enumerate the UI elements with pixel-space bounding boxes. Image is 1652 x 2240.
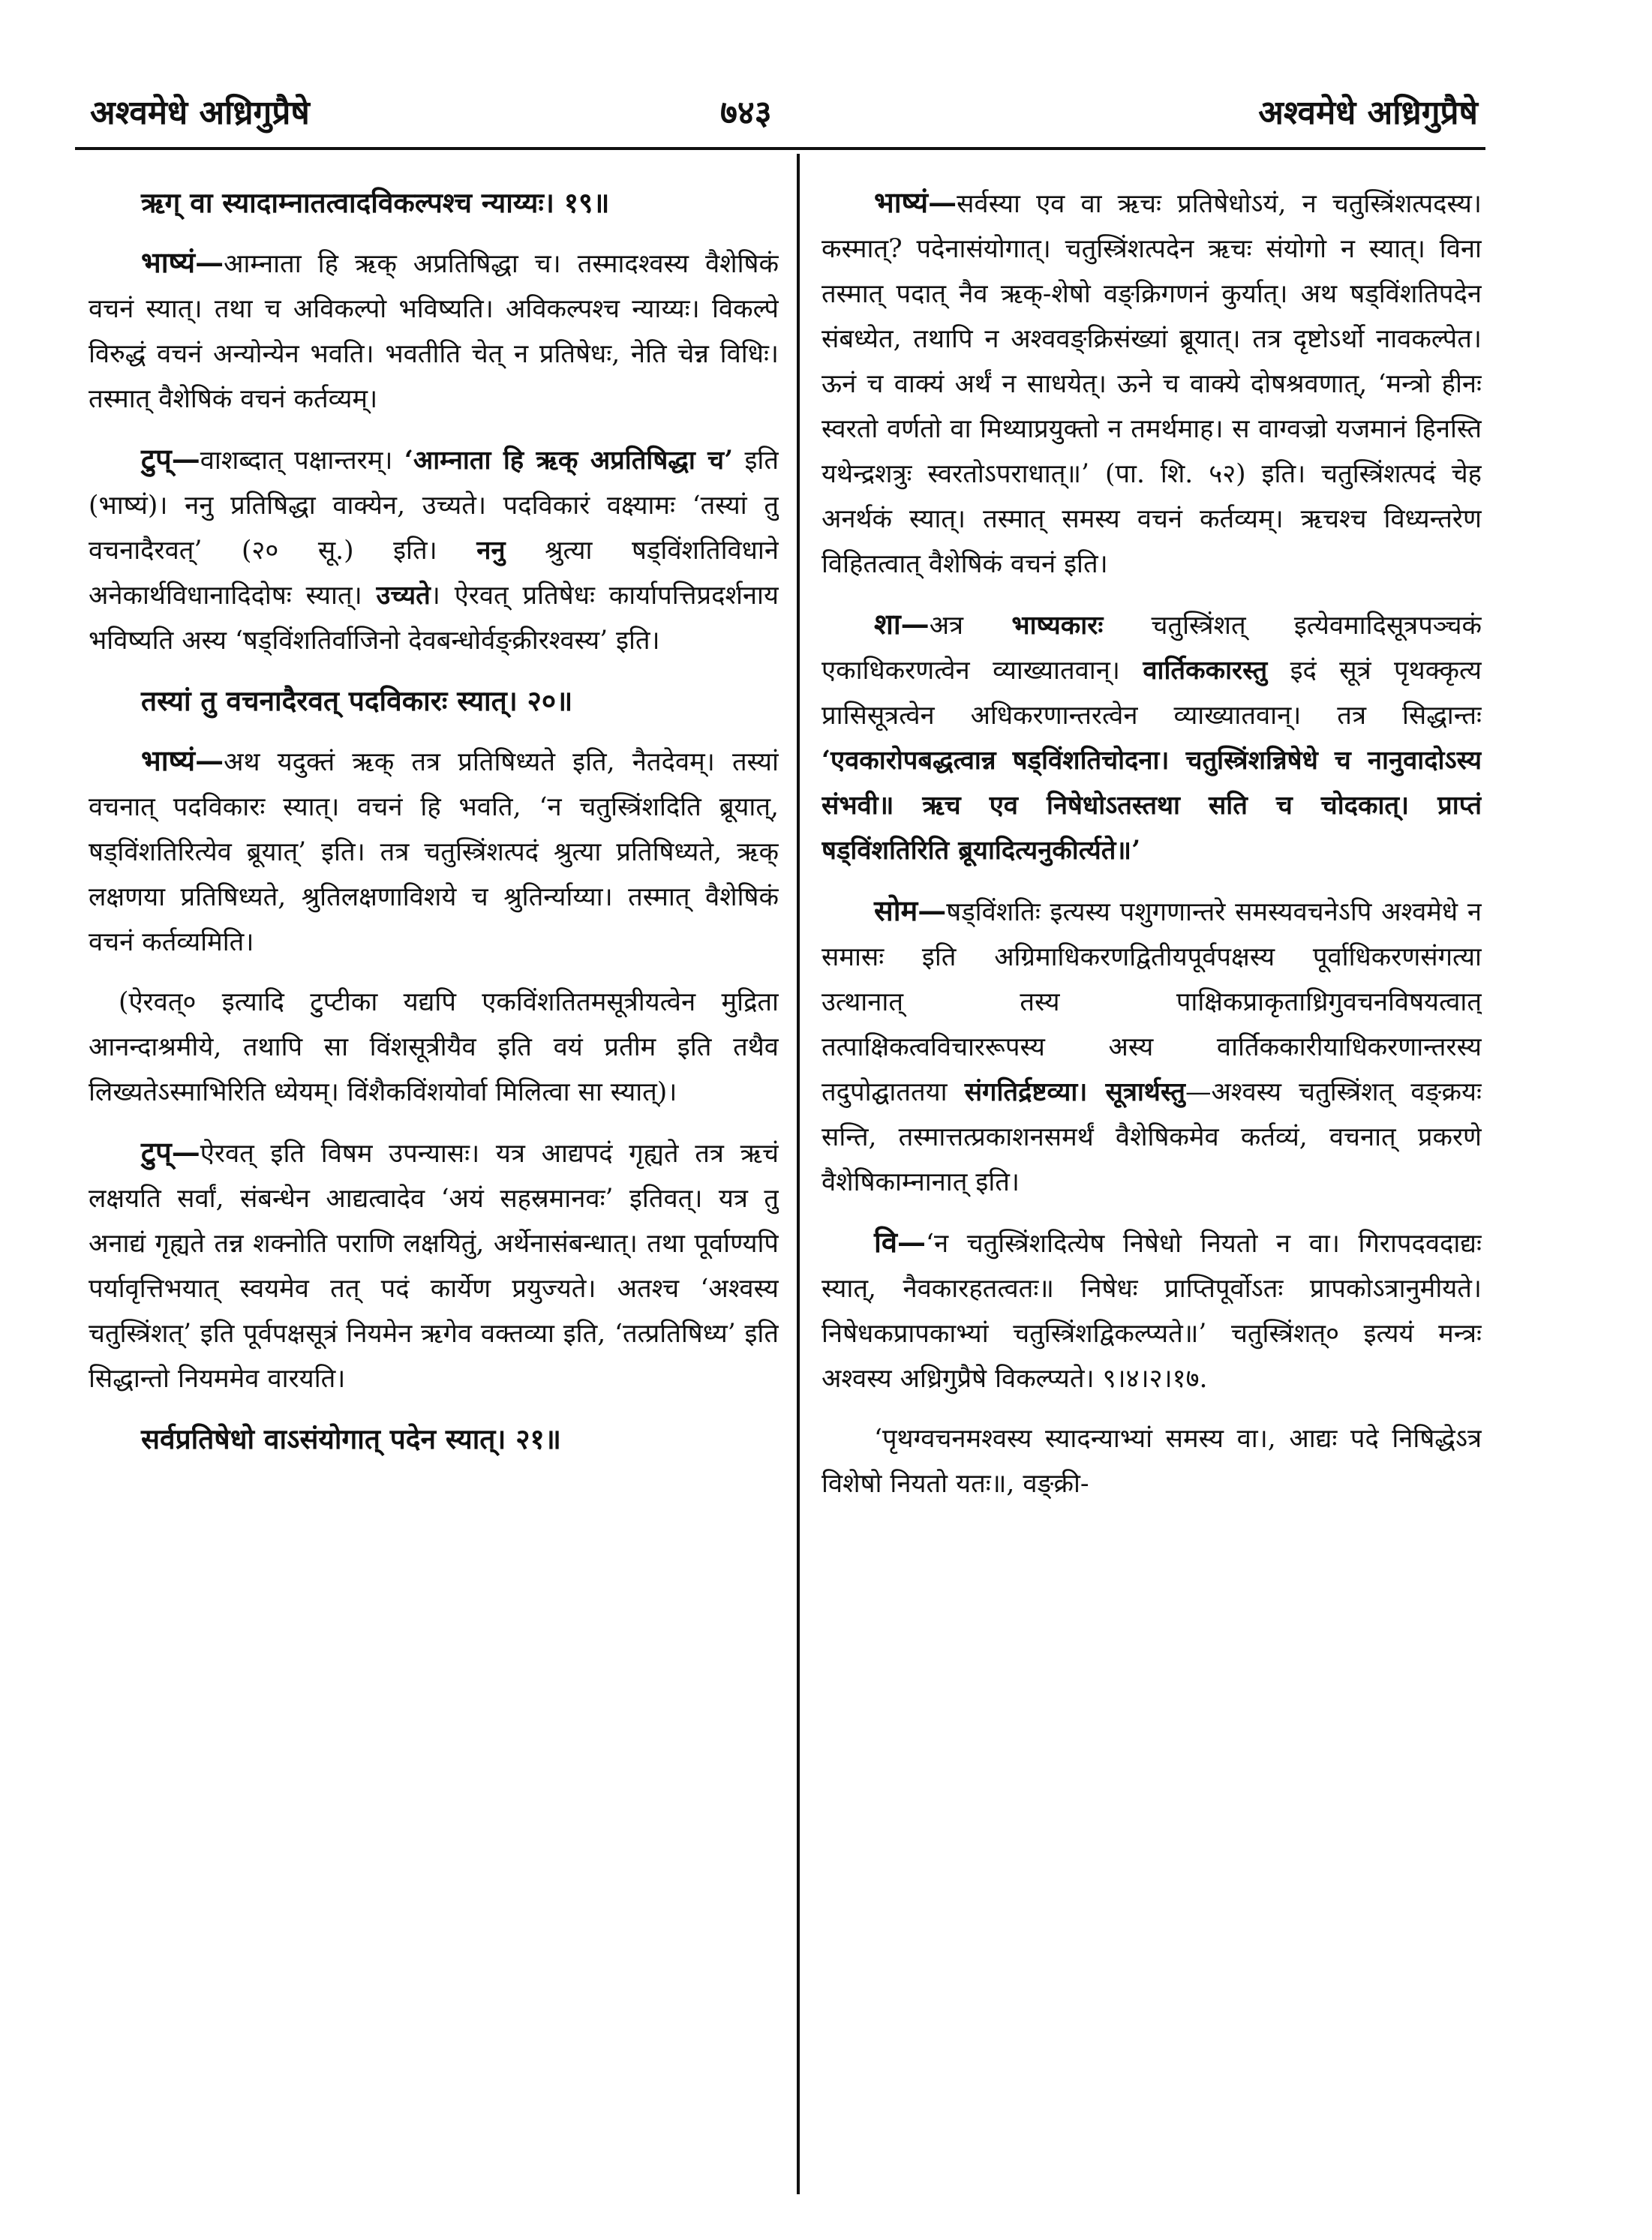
tup-label: टुप्— <box>141 442 200 476</box>
sha-text-e: इदं सूत्रं पृथक्कृत्य प्रासिसूत्रत्वेन अधिकरणान्तरत्वेन व्याख्यातवान्। तत्र सिद्धान्तः <box>821 656 1482 731</box>
bhashya-paragraph-3 <box>821 180 1482 587</box>
bhashya-text-2: अथ यदुक्तं ऋक् तत्र प्रतिषिध्यते इति, नैतदेवम्। तस्यां वचनात् पदविकारः स्यात्। वचनं हि भवति, ‘न चतुस्त्रिंशदिति ब्रूयात्, षड्विंशतिरित्येव ब्रूयात्’ इति। तत्र चतुस्त्रिंशत्पदं श्रुत्या प्रतिषिध्यते, ऋक् लक्षणया प्रतिषिध्यते, श्रुतिलक्षणाविशये च श्रुतिर्न्याय्या। तस्मात् वैशेषिकं वचनं कर्तव्यमिति। <box>89 747 779 957</box>
tup-text-2: ऐरवत् इति विषम उपन्यासः। यत्र आद्यपदं गृह्यते तत्र ऋचं लक्षयति सर्वां, संबन्धेन आद्यत्वादेव ‘अयं सहस्रमानवः’ इतिवत्। यत्र तु अनाद्यं गृह्यते तन्न शक्नोति पराणि लक्षयितुं, अर्थेनासंबन्धात्। तथा पूर्वाण्यपि पर्यावृत्तिभयात् स्वयमेव तत् पदं कार्येण प्रयुज्यते। अतश्च ‘अश्वस्य चतुस्त्रिंशत्’ इति पूर्वपक्षसूत्रं नियमेन ऋगेव वक्तव्या इति, ‘तत्प्रतिषिध्य’ इति सिद्धान्तो नियममेव वारयति। <box>89 1139 779 1394</box>
sutra-19: ऋग् वा स्यादाम्नातत्वादविकल्पश्च न्याय्यः। १९॥ <box>141 186 610 219</box>
verse-paragraph: ‘पृथग्वचनमश्वस्य स्यादन्याभ्यां समस्य वा।, आद्यः पदे निषिद्धेऽत्र विशेषो नियतो यतः॥, वङ्क्री- <box>821 1424 1482 1499</box>
soma-label: सोम— <box>874 893 947 927</box>
tup-nanu: ननु <box>476 536 506 566</box>
running-head-left: अश्वमेधे अध्रिगुप्रैषे <box>90 94 310 132</box>
bhashya-text-3: सर्वस्या एव वा ऋचः प्रतिषेधोऽयं, न चतुस्त्रिंशत्पदस्य। कस्मात्? पदेनासंयोगात्। चतुस्त्रिंशत्पदेन ऋचः संयोगो न स्यात्। विना तस्मात् पदात् नैव ऋक्-शेषो वङ्क्रिगणनं कुर्यात्। अथ षड्विंशतिपदेन संबध्येत, तथापि न अश्ववङ्क्रिसंख्यां ब्रूयात्। तत्र दृष्टोऽर्थो नावकल्पेत। ऊनं च वाक्यं अर्थं न साधयेत्। ऊने च वाक्ये दोषश्रवणात्, ‘मन्त्रो हीनः स्वरतो वर्णतो वा मिथ्याप्रयुक्तो न तमर्थमाह। स वाग्वज्रो यजमानं हिनस्ति यथेन्द्रशत्रुः स्वरतोऽपराधात्॥’ (पा. शि. ५२) इति। चतुस्त्रिंशत्पदं चेह अनर्थकं स्यात्। तस्मात् समस्य वचनं कर्तव्यम्। ऋचश्च विध्यन्तरेण विहितत्वात् वैशेषिकं वचनं इति। <box>821 189 1482 579</box>
sha-text-c: चतुस्त्रिंशत् इत्येवमादिसूत्रपञ्चकं एकाधिकरणत्वेन व्याख्यातवान्। <box>821 611 1482 686</box>
soma-sangati: संगतिर्द्रष्टव्या। सूत्रार्थस्तु <box>964 1077 1185 1107</box>
bhashya-paragraph <box>89 240 779 422</box>
soma-paragraph <box>821 888 1482 1205</box>
bhashya-label-3: भाष्यं— <box>874 185 957 219</box>
vi-label: वि— <box>874 1225 926 1259</box>
tup-paragraph <box>89 437 779 663</box>
shastradipika-paragraph <box>821 602 1482 873</box>
sutra-21: सर्वप्रतिषेधो वाऽसंयोगात् पदेन स्यात्। २१॥ <box>141 1422 561 1455</box>
column-divider <box>797 154 800 2194</box>
running-head-right: अश्वमेधे अध्रिगुप्रैषे <box>1258 94 1478 132</box>
header-rule <box>75 147 1485 150</box>
bhashya-label-2: भाष्यं— <box>141 743 224 777</box>
tup-text-e: श्रुत्या षड्विंशतिविधाने अनेकार्थविधानादिदोषः स्यात्। <box>89 536 779 611</box>
sutra-20: तस्यां तु वचनादैरवत् पदविकारः स्यात्। २०॥ <box>141 684 573 717</box>
sha-verse: ‘एवकारोपबद्धत्वान्न षड्विंशतिचोदना। चतुस्त्रिंशन्निषेधे च नानुवादोऽस्य संभवी॥ ऋच एव निषेधोऽतस्तथा सति च चोदकात्। प्राप्तं षड्विंशतिरिति ब्रूयादित्यनुकीर्त्यते॥’ <box>821 746 1482 866</box>
tup-text-a: वाशब्दात् पक्षान्तरम्। <box>200 446 404 476</box>
page-number: ७४३ <box>720 94 772 132</box>
vi-text: ‘न चतुस्त्रिंशदित्येष निषेधो नियतो न वा। गिरापदवदाद्यः स्यात्, नैवकारहतत्वतः॥ निषेधः प्राप्तिपूर्वोऽतः प्रापकोऽत्रानुमीयते। निषेधकप्रापकाभ्यां चतुस्त्रिंशद्विकल्प्यते॥’ चतुस्त्रिंशत्० इत्ययं मन्त्रः अश्वस्य अध्रिगुप्रैषे विकल्प्यते। ९।४।२।१७. <box>821 1229 1482 1394</box>
editorial-note: (ऐरवत्० इत्यादि टुप्टीका यद्यपि एकविंशतितमसूत्रीयत्वेन मुद्रिता आनन्दाश्रमीये, तथापि सा विंशसूत्रीयैव इति वयं प्रतीम इति तथैव लिख्यतेऽस्माभिरिति ध्येयम्। विंशैकविंशयोर्वा मिलित्वा सा स्यात्)। <box>89 987 779 1107</box>
tup-label-2: टुप्— <box>141 1135 200 1169</box>
tup-quote: ‘आम्नाता हि ऋक् अप्रतिषिद्धा च’ <box>404 446 734 476</box>
sha-label: शा— <box>874 607 930 641</box>
left-column <box>89 180 779 2205</box>
sha-vartikakara: वार्तिककारस्तु <box>1143 656 1268 686</box>
bhashya-text: आम्नाता हि ऋक् अप्रतिषिद्धा च। तस्मादश्वस्य वैशेषिकं वचनं स्यात्। तथा च अविकल्पो भविष्यति। अविकल्पश्च न्याय्यः। विकल्पे विरुद्धं वचनं अन्योन्येन भवति। भवतीति चेत् न प्रतिषेधः, नेति चेन्न विधिः। तस्मात् वैशेषिकं वचनं कर्तव्यम्। <box>89 249 779 414</box>
soma-text-a: षड्विंशतिः इत्यस्य पशुगणान्तरे समस्यवचनेऽपि अश्वमेधे न समासः इति अग्रिमाधिकरणद्वितीयपूर्वपक्षस्य पूर्वाधिकरणसंगत्या उत्थानात् तस्य पाक्षिकप्राकृताध्रिगुवचनविषयत्वात् तत्पाक्षिकत्वविचाररूपस्य अस्य वार्तिककारीयाधिकरणान्तरस्य तदुपोद्घाततया <box>821 897 1482 1107</box>
tup-ucyate: उच्यते <box>376 581 431 611</box>
tup-text-g: । ऐरवत् प्रतिषेधः कार्यापत्तिप्रदर्शनाय भविष्यति अस्य ‘षड्विंशतिर्वाजिनो देवबन्धोर्वङ्क्रीरश्वस्य’ इति। <box>89 581 779 656</box>
bhashya-label: भाष्यं— <box>141 245 224 279</box>
sha-text-a: अत्र <box>929 611 1012 641</box>
sha-bhashyakara: भाष्यकारः <box>1011 611 1104 641</box>
right-column <box>821 180 1482 2205</box>
tup-text-c: इति (भाष्यं)। ननु प्रतिषिद्धा वाक्येन, उच्यते। पदविकारं वक्ष्यामः ‘तस्यां तु वचनादैरवत्’ (२० सू.) इति। <box>89 446 779 566</box>
bhashya-paragraph-2 <box>89 738 779 965</box>
page-header <box>75 81 1485 141</box>
tup-paragraph-2 <box>89 1130 779 1401</box>
soma-text-c: —अश्वस्य चतुस्त्रिंशत् वङ्क्रयः सन्ति, तस्मात्तत्प्रकाशनसमर्थं वैशेषिकमेव कर्तव्यं, वचनात् प्रकरणे वैशेषिकाम्नानात् इति। <box>821 1077 1482 1197</box>
vi-paragraph <box>821 1220 1482 1401</box>
